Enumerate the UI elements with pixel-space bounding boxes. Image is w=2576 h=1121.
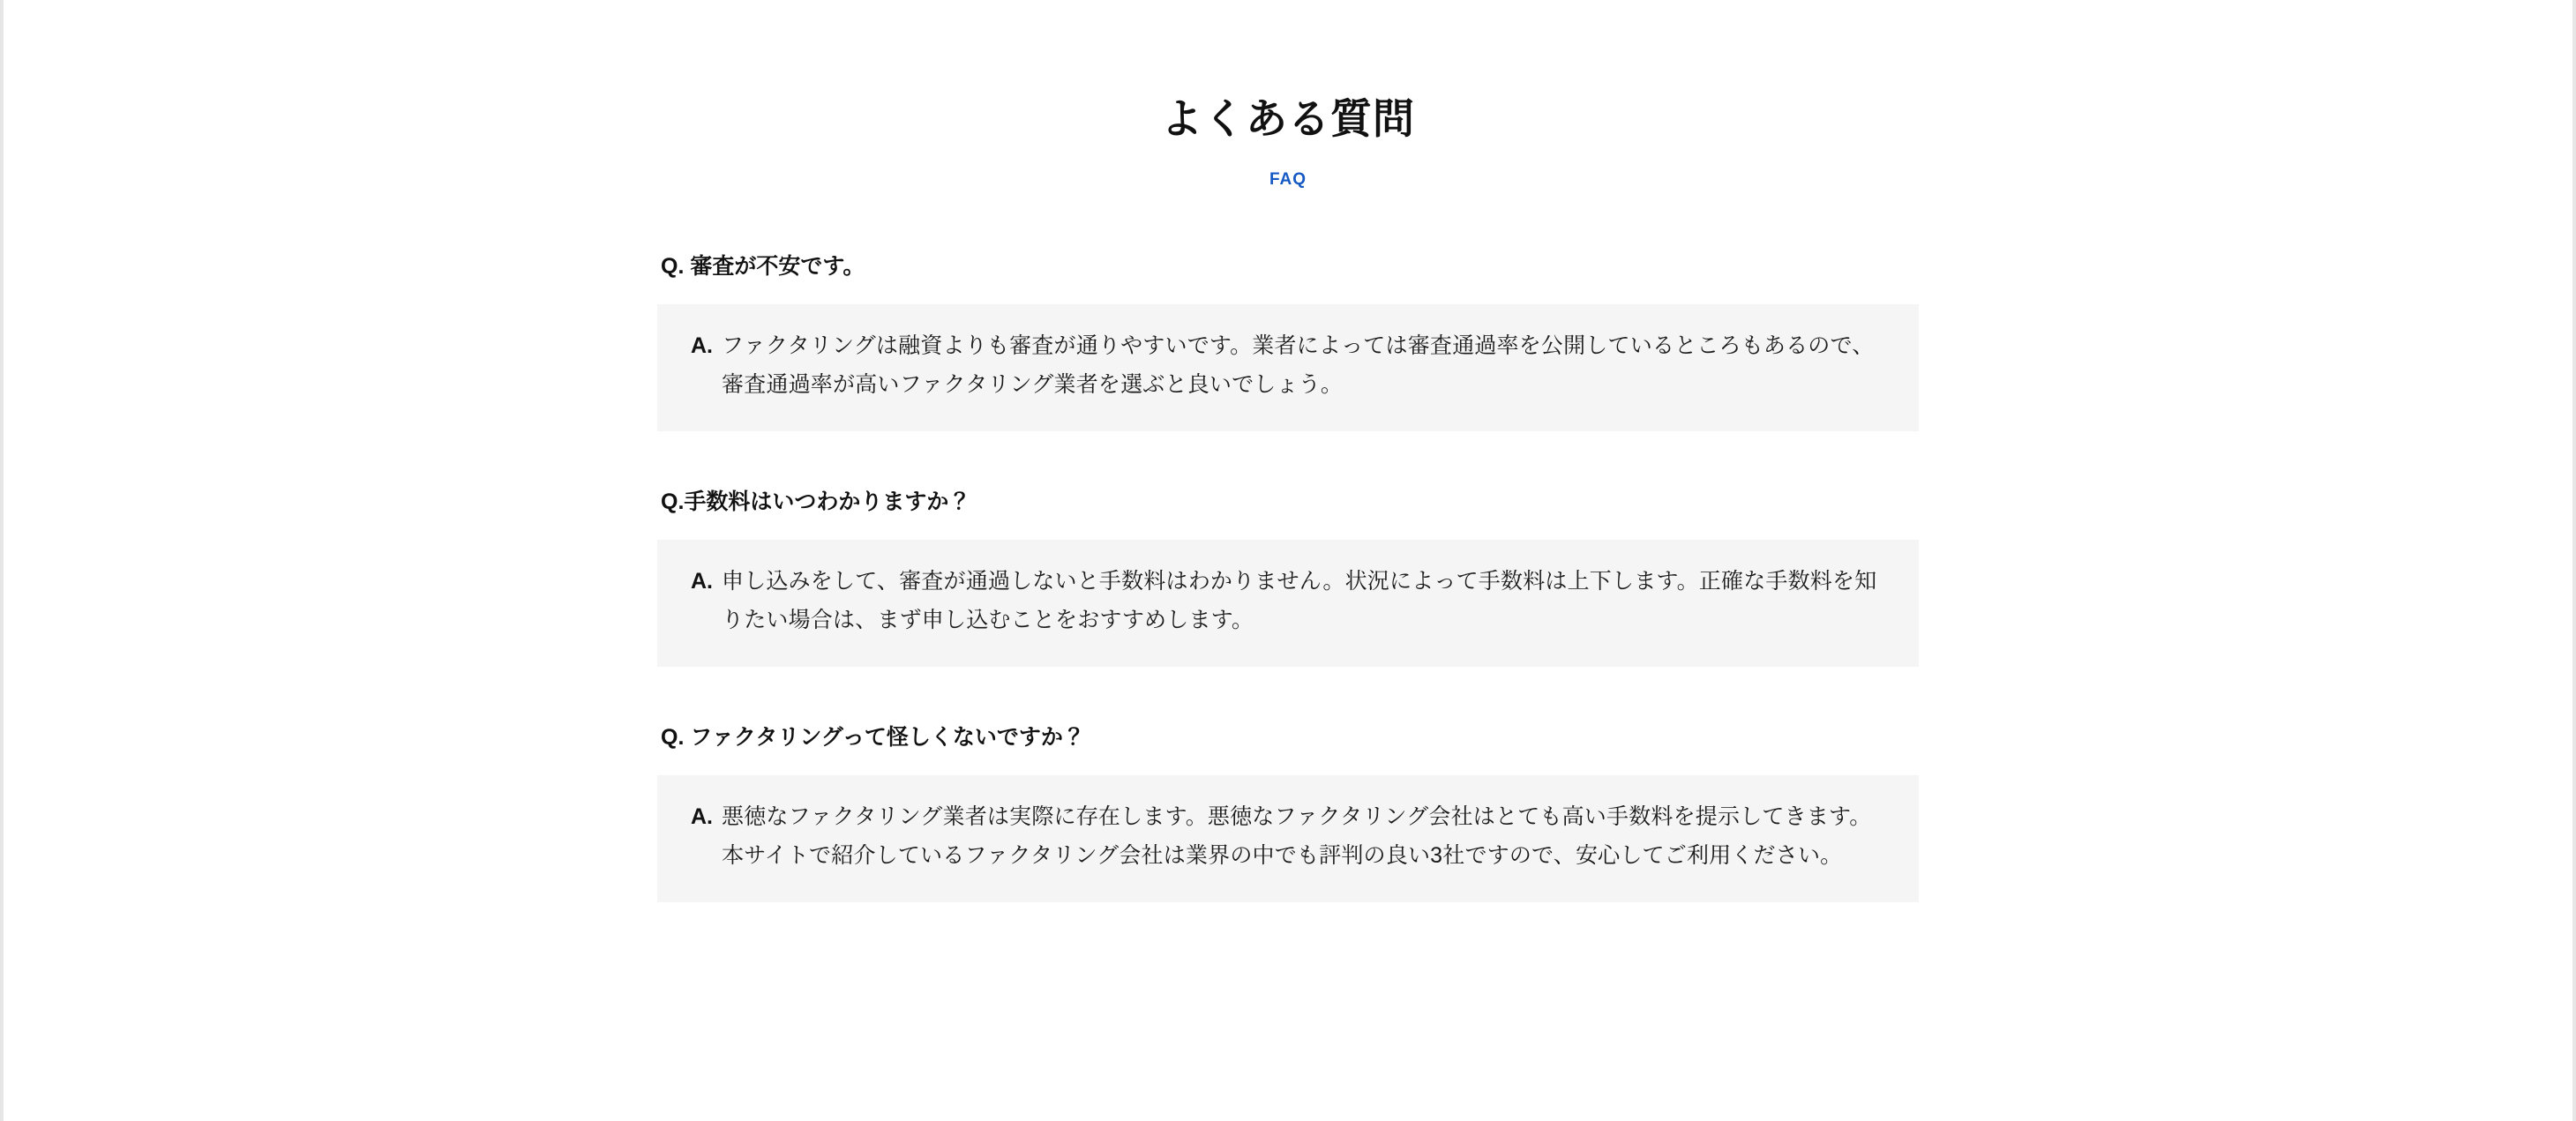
faq-answer <box>657 540 1919 667</box>
faq-answer-row <box>691 563 1885 640</box>
faq-question: Q. 審査が不安です。 <box>661 253 865 279</box>
page-title: よくある質問 <box>1161 95 1415 142</box>
faq-section <box>657 0 1919 982</box>
faq-answer-row <box>691 327 1885 405</box>
faq-item <box>657 721 1919 902</box>
page-right-border <box>2572 0 2576 1121</box>
faq-list <box>657 250 1919 982</box>
faq-answer-text: ファクタリングは融資よりも審査が通りやすいです。業者によっては審査通過率を公開しているところもあるので、審査通過率が高いファクタリング業者を選ぶと良いでしょう。 <box>722 333 1875 398</box>
faq-answer-text: 悪徳なファクタリング業者は実際に存在します。悪徳なファクタリング会社はとても高い手数料を提示してきます。本サイトで紹介しているファクタリング会社は業界の中でも評判の良い3社ですので、安心してご利用ください。 <box>722 804 1872 869</box>
faq-item <box>657 250 1919 431</box>
faq-answer-label: A. <box>691 333 713 359</box>
faq-question: Q.手数料はいつわかりますか？ <box>661 489 971 514</box>
page-subtitle: FAQ <box>1269 170 1307 190</box>
faq-item <box>657 486 1919 667</box>
faq-question: Q. ファクタリングって怪しくないですか？ <box>661 724 1085 750</box>
faq-answer-label: A. <box>691 569 713 594</box>
faq-answer-label: A. <box>691 804 713 830</box>
faq-answer-text: 申し込みをして、審査が通過しないと手数料はわかりません。状況によって手数料は上下します。正確な手数料を知りたい場合は、まず申し込むことをおすすめします。 <box>722 569 1877 633</box>
faq-answer <box>657 775 1919 902</box>
page-left-border <box>0 0 4 1121</box>
faq-answer <box>657 304 1919 431</box>
faq-answer-row <box>691 798 1885 876</box>
